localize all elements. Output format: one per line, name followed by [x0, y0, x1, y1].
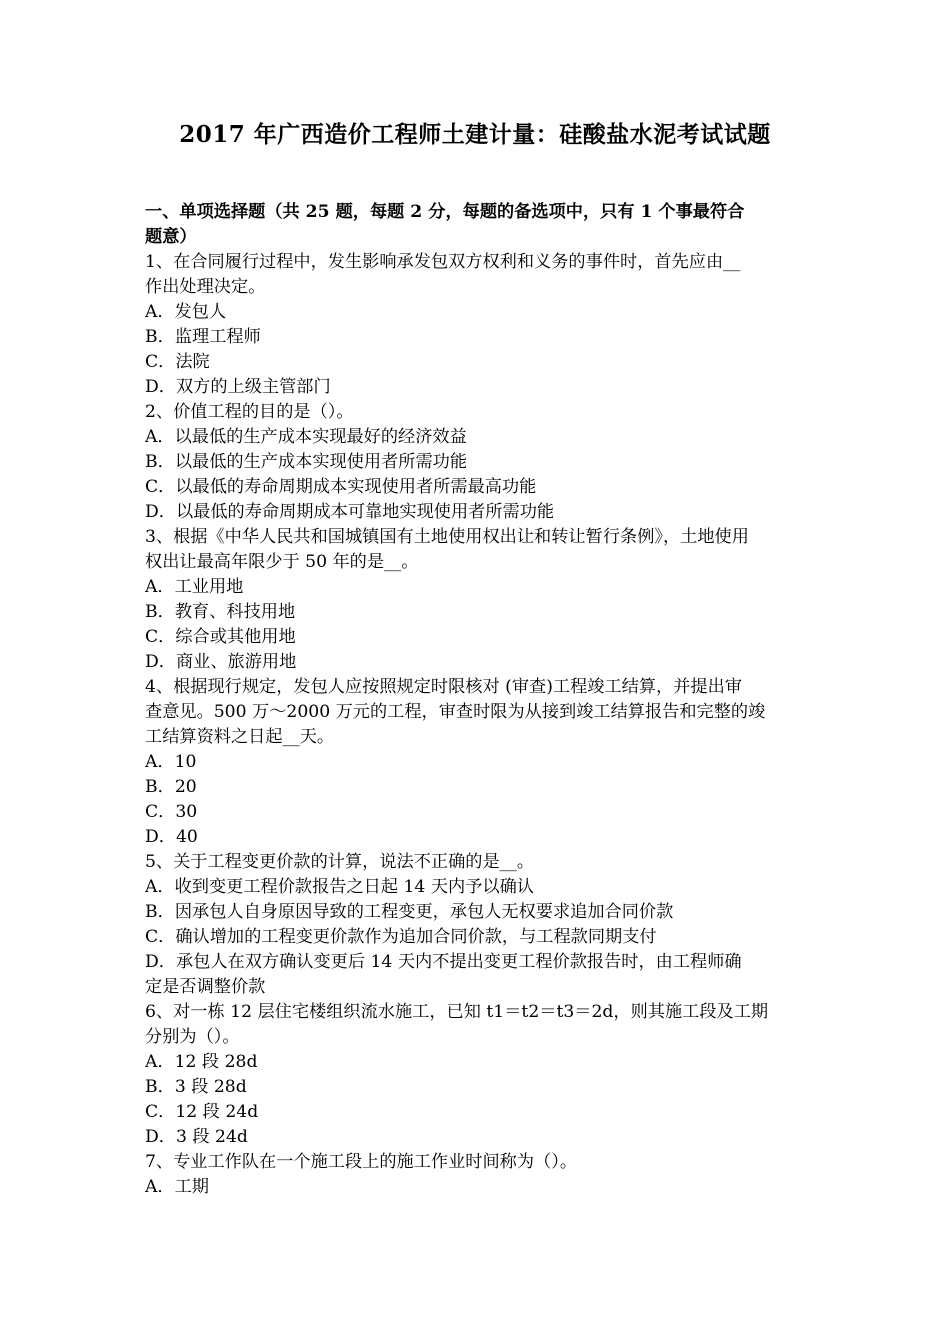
question-text: 2、价值工程的目的是（）。: [145, 402, 354, 422]
option-a: A．以最低的生产成本实现最好的经济效益: [145, 427, 467, 447]
question-text: 查意见。500 万～2000 万元的工程，审查时限为从接到竣工结算报告和完整的竣: [145, 702, 766, 722]
option-c: C．12 段 24d: [145, 1102, 259, 1122]
question-text: 7、专业工作队在一个施工段上的施工作业时间称为（）。: [145, 1152, 578, 1172]
option-b: B．3 段 28d: [145, 1077, 247, 1097]
question-text: 工结算资料之日起__天。: [145, 727, 335, 747]
option-d-continued: 定是否调整价款: [145, 977, 266, 997]
option-c: C．综合或其他用地: [145, 627, 296, 647]
section-heading: [145, 200, 809, 250]
question-text: 6、对一栋 12 层住宅楼组织流水施工，已知 t1＝t2＝t3＝2d，则其施工段及工期: [145, 1002, 769, 1022]
question-text: 3、根据《中华人民共和国城镇国有土地使用权出让和转让暂行条例》，土地使用: [145, 527, 749, 547]
question-5: [145, 850, 809, 1000]
question-2: [145, 400, 809, 525]
question-text: 作出处理决定。: [145, 277, 266, 297]
option-b: B．教育、科技用地: [145, 602, 296, 622]
question-text: 分别为（）。: [145, 1027, 240, 1047]
question-6: [145, 1000, 809, 1150]
option-a: A．工业用地: [145, 577, 244, 597]
option-c: C．以最低的寿命周期成本实现使用者所需最高功能: [145, 477, 537, 497]
question-text: 4、根据现行规定，发包人应按照规定时限核对 (审查)工程竣工结算，并提出审: [145, 677, 743, 697]
section-heading-line: 一、单项选择题（共 25 题，每题 2 分，每题的备选项中，只有 1 个事最符合: [145, 202, 745, 222]
document-title: 2017 年广西造价工程师土建计量：硅酸盐水泥考试试题: [179, 121, 771, 148]
option-c: C．法院: [145, 352, 210, 372]
question-3: [145, 525, 809, 675]
option-a: A．工期: [145, 1177, 209, 1197]
option-b: B．以最低的生产成本实现使用者所需功能: [145, 452, 468, 472]
option-b: B．因承包人自身原因导致的工程变更，承包人无权要求追加合同价款: [145, 902, 674, 922]
question-text: 1、在合同履行过程中，发生影响承发包双方权利和义务的事件时，首先应由__: [145, 252, 741, 272]
question-1: [145, 250, 809, 400]
option-c: C．30: [145, 802, 198, 822]
option-a: A．10: [145, 752, 197, 772]
option-d: D．商业、旅游用地: [145, 652, 297, 672]
option-b: B．监理工程师: [145, 327, 261, 347]
option-d: D．以最低的寿命周期成本可靠地实现使用者所需功能: [145, 502, 555, 522]
question-text: 权出让最高年限少于 50 年的是__。: [145, 552, 419, 572]
option-b: B．20: [145, 777, 197, 797]
section-heading-line: 题意）: [145, 227, 197, 247]
option-d: D．3 段 24d: [145, 1127, 248, 1147]
question-text: 5、关于工程变更价款的计算，说法不正确的是__。: [145, 852, 535, 872]
option-a: A．收到变更工程价款报告之日起 14 天内予以确认: [145, 877, 534, 897]
option-d: D．承包人在双方确认变更后 14 天内不提出变更工程价款报告时，由工程师确: [145, 952, 742, 972]
option-d: D．40: [145, 827, 198, 847]
document-body: [145, 200, 809, 1200]
option-d: D．双方的上级主管部门: [145, 377, 331, 397]
option-c: C．确认增加的工程变更价款作为追加合同价款，与工程款同期支付: [145, 927, 657, 947]
question-7: [145, 1150, 809, 1200]
option-a: A．12 段 28d: [145, 1052, 258, 1072]
option-a: A．发包人: [145, 302, 227, 322]
question-4: [145, 675, 809, 850]
